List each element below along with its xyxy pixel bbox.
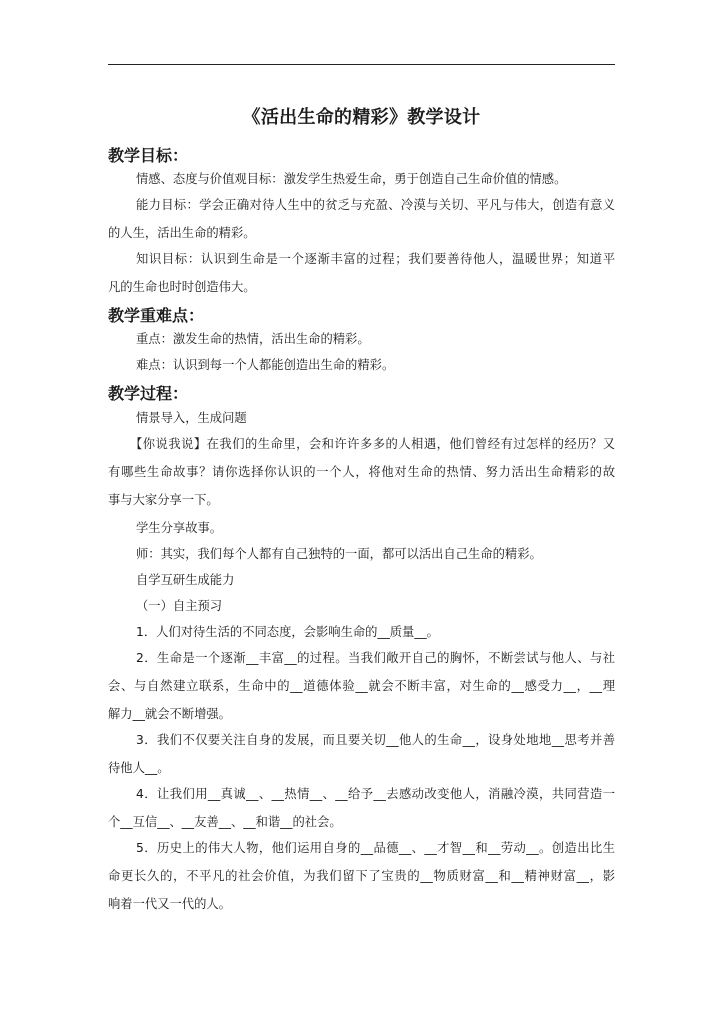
process-line: 学生分享故事。 — [136, 521, 223, 535]
process-line: 情景导入，生成问题 — [136, 411, 247, 425]
process-line: 响着一代又一代的人。 — [108, 897, 231, 911]
process-line: 会、与自然建立联系，生命中的__道德体验__就会不断丰富，对生命的__感受力__，__理 — [108, 679, 615, 693]
process-line: 有哪些生命故事？请你选择你认识的一个人，将他对生命的热情、努力活出生命精彩的故 — [108, 465, 615, 479]
key-points-line: 重点：激发生命的热情，活出生命的精彩。 — [136, 332, 370, 346]
objectives-line: 凡的生命也时时创造伟大。 — [108, 280, 256, 294]
process-line: 个__互信__、__友善__、__和谐__的社会。 — [108, 815, 342, 829]
section-heading-objectives: 教学目标： — [108, 146, 189, 165]
process-line: 命更长久的，不平凡的社会价值，为我们留下了宝贵的__物质财富__和__精神财富__，影 — [108, 869, 615, 883]
process-line: 1．人们对待生活的不同态度，会影响生命的__质量__。 — [136, 625, 439, 639]
process-line: 师：其实，我们每个人都有自己独特的一面，都可以活出自己生命的精彩。 — [136, 547, 542, 561]
process-line: （一）自主预习 — [136, 599, 223, 613]
objectives-line: 情感、态度与价值观目标：激发学生热爱生命，勇于创造自己生命价值的情感。 — [136, 172, 567, 186]
objectives-line: 能力目标：学会正确对待人生中的贫乏与充盈、冷漠与关切、平凡与伟大，创造有意义 — [136, 198, 615, 212]
objectives-line: 的人生，活出生命的精彩。 — [108, 226, 256, 240]
process-line: 5．历史上的伟大人物，他们运用自身的__品德__、__才智__和__劳动__。创造出比生 — [136, 841, 615, 855]
process-line: 2．生命是一个逐渐__丰富__的过程。当我们敞开自己的胸怀，不断尝试与他人、与社 — [136, 651, 615, 665]
header-rule — [108, 64, 615, 65]
process-line: 解力__就会不断增强。 — [108, 707, 231, 721]
process-line: 待他人__。 — [108, 761, 170, 775]
key-points-line: 难点：认识到每一个人都能创造出生命的精彩。 — [136, 358, 395, 372]
objectives-line: 知识目标：认识到生命是一个逐渐丰富的过程；我们要善待他人，温暖世界；知道平 — [136, 252, 615, 266]
section-heading-process: 教学过程： — [108, 384, 189, 403]
document-title: 《活出生命的精彩》教学设计 — [242, 107, 481, 128]
process-line: 自学互研生成能力 — [136, 573, 235, 587]
section-heading-key-points: 教学重难点： — [108, 306, 205, 325]
process-line: 4．让我们用__真诚__、__热情__、__给予__去感动改变他人，消融冷漠，共同营造一 — [136, 787, 615, 801]
process-line: 3．我们不仅要关注自身的发展，而且要关切__他人的生命__，设身处地地__思考并善 — [136, 733, 615, 747]
process-line: 事与大家分享一下。 — [108, 493, 219, 507]
process-line: 【你说我说】在我们的生命里，会和许许多多的人相遇，他们曾经有过怎样的经历？又 — [130, 437, 615, 451]
